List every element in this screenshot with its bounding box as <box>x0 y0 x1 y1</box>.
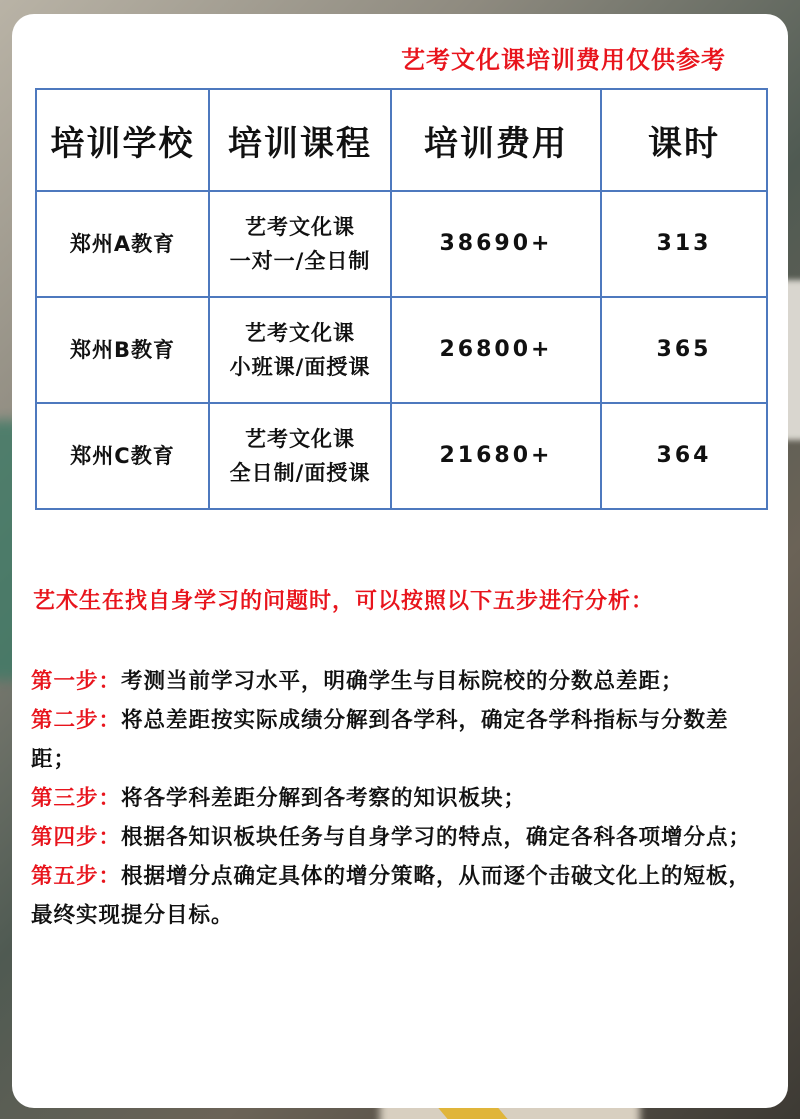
cell-course <box>209 403 391 509</box>
cell-course <box>209 191 391 297</box>
content-card <box>12 14 788 1108</box>
cell-hours: 364 <box>601 403 767 509</box>
step-item <box>31 779 771 818</box>
fee-table <box>35 88 768 510</box>
cell-school: 郑州A教育 <box>36 191 209 297</box>
course-line2: 小班课/面授课 <box>229 355 371 379</box>
step-text: 将各学科差距分解到各考察的知识板块； <box>121 786 527 811</box>
course-line1: 艺考文化课 <box>245 215 355 239</box>
header-course: 培训课程 <box>209 89 391 191</box>
table-row <box>36 403 767 509</box>
step-item <box>31 701 771 779</box>
reference-notice: 艺考文化课培训费用仅供参考 <box>401 46 726 74</box>
cell-fee: 26800+ <box>391 297 601 403</box>
step-label: 第三步： <box>31 786 122 811</box>
course-line1: 艺考文化课 <box>245 321 355 345</box>
analysis-intro: 艺术生在找自身学习的问题时，可以按照以下五步进行分析： <box>33 589 655 614</box>
step-text: 考测当前学习水平，明确学生与目标院校的分数总差距； <box>121 669 684 694</box>
step-item <box>31 662 771 701</box>
cell-school: 郑州B教育 <box>36 297 209 403</box>
cell-course <box>209 297 391 403</box>
course-line1: 艺考文化课 <box>245 427 355 451</box>
step-item <box>31 818 771 857</box>
header-hours: 课时 <box>601 89 767 191</box>
step-label: 第四步： <box>31 825 122 850</box>
step-label: 第一步： <box>31 669 122 694</box>
step-text: 根据各知识板块任务与自身学习的特点，确定各科各项增分点； <box>121 825 752 850</box>
header-fee: 培训费用 <box>391 89 601 191</box>
cell-hours: 313 <box>601 191 767 297</box>
step-label: 第二步： <box>31 708 122 733</box>
cell-school: 郑州C教育 <box>36 403 209 509</box>
course-line2: 一对一/全日制 <box>229 249 371 273</box>
course-line2: 全日制/面授课 <box>229 461 371 485</box>
step-list <box>31 662 771 935</box>
step-label: 第五步： <box>31 864 122 889</box>
cell-fee: 38690+ <box>391 191 601 297</box>
table-row <box>36 191 767 297</box>
cell-fee: 21680+ <box>391 403 601 509</box>
step-text: 根据增分点确定具体的增分策略，从而逐个击破文化上的短板，最终实现提分目标。 <box>31 864 752 928</box>
table-header-row <box>36 89 767 191</box>
step-text: 将总差距按实际成绩分解到各学科，确定各学科指标与分数差距； <box>31 708 729 772</box>
header-school: 培训学校 <box>36 89 209 191</box>
cell-hours: 365 <box>601 297 767 403</box>
step-item <box>31 857 771 935</box>
table-row <box>36 297 767 403</box>
